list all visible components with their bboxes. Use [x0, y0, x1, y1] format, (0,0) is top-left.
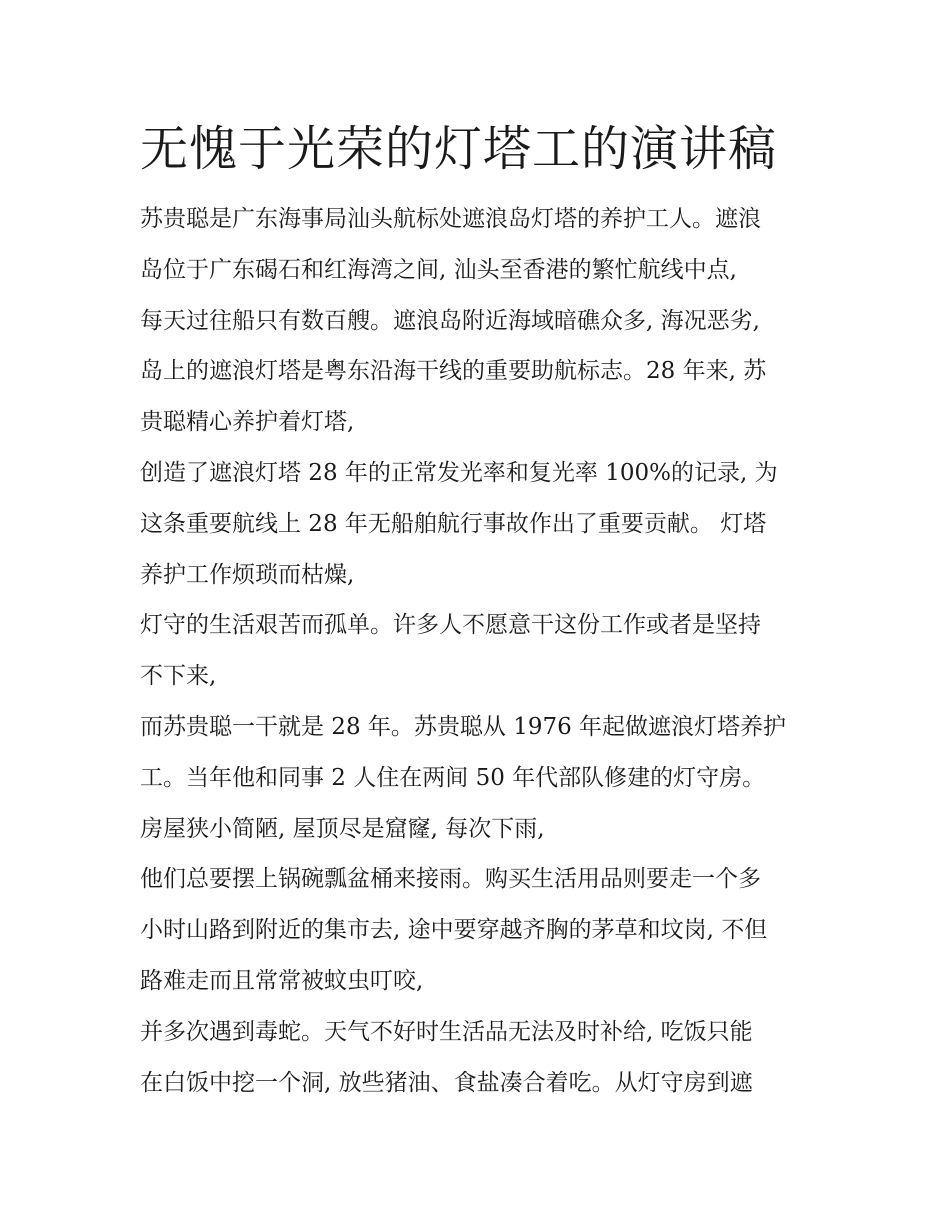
document-body — [140, 194, 820, 1108]
body-line: 他们总要摆上锅碗瓢盆桶来接雨。购买生活用品则要走一个多 — [140, 866, 761, 893]
body-line: 房屋狭小简陋, 屋顶尽是窟窿, 每次下雨, — [140, 815, 545, 842]
body-line: 在白饭中挖一个洞, 放些猪油、食盐凑合着吃。从灯守房到遮 — [140, 1069, 753, 1096]
body-line: 而苏贵聪一干就是 28 年。苏贵聪从 1976 年起做遮浪灯塔养护 — [140, 713, 787, 740]
body-line: 灯守的生活艰苦而孤单。许多人不愿意干这份工作或者是坚持 — [140, 612, 761, 639]
body-line: 并多次遇到毒蛇。天气不好时生活品无法及时补给, 吃饭只能 — [140, 1018, 753, 1045]
body-line: 岛上的遮浪灯塔是粤东沿海干线的重要助航标志。28 年来, 苏 — [140, 358, 767, 385]
body-line: 小时山路到附近的集市去, 途中要穿越齐胸的茅草和坟岗, 不但 — [140, 917, 768, 944]
body-line: 工。当年他和同事 2 人住在两间 50 年代部队修建的灯守房。 — [140, 764, 766, 791]
document-page — [140, 118, 820, 1108]
body-line: 创造了遮浪灯塔 28 年的正常发光率和复光率 100%的记录, 为 — [140, 459, 778, 486]
body-line: 贵聪精心养护着灯塔, — [140, 409, 355, 436]
body-line: 岛位于广东碣石和红海湾之间, 汕头至香港的繁忙航线中点, — [140, 256, 737, 283]
body-line: 每天过往船只有数百艘。遮浪岛附近海域暗礁众多, 海况恶劣, — [140, 307, 760, 334]
body-line: 不下来, — [140, 663, 217, 690]
body-line: 路难走而且常常被蚊虫叮咬, — [140, 967, 424, 994]
body-line: 苏贵聪是广东海事局汕头航标处遮浪岛灯塔的养护工人。遮浪 — [140, 206, 761, 232]
document-title: 无愧于光荣的灯塔工的演讲稿 — [140, 121, 778, 177]
body-line: 养护工作烦琐而枯燥, — [140, 561, 355, 588]
body-line: 这条重要航线上 28 年无船舶航行事故作出了重要贡献。 灯塔 — [140, 510, 767, 537]
